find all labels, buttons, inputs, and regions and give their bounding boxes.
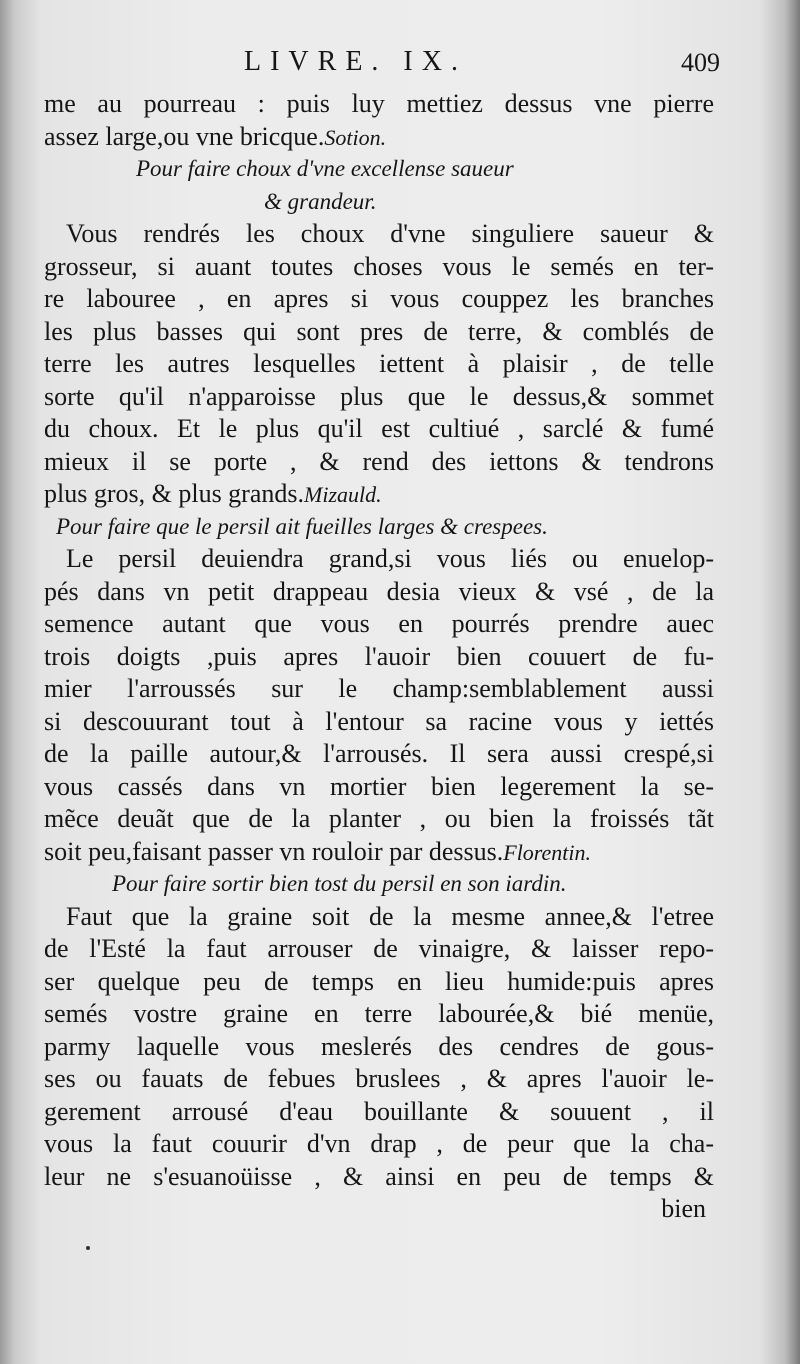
section-heading: Pour faire choux d'vne excellense saueur — [136, 156, 514, 181]
page-number: 409 — [681, 48, 720, 77]
text-line — [44, 543, 714, 576]
line-text: grosseur, si auant toutes choses vous le semés en ter- — [44, 251, 714, 281]
text-line — [44, 121, 714, 154]
text-line — [44, 413, 714, 446]
text-line — [44, 771, 714, 804]
line-text: Le persil deuiendra grand,si vous liés ou enuelop- — [66, 544, 714, 573]
line-text: ser quelque peu de temps en lieu humide:puis apres — [44, 966, 714, 996]
text-line — [44, 576, 714, 609]
line-text: soit peu,faisant passer vn rouloir par dessus. — [44, 836, 504, 866]
text-line — [44, 1128, 714, 1161]
line-text: semés vostre graine en terre labourée,& bié menüe, — [44, 999, 714, 1028]
text-line — [44, 381, 714, 414]
text-line — [44, 283, 714, 316]
text-line — [44, 836, 714, 869]
page-content — [44, 40, 720, 1225]
text-line — [44, 478, 714, 511]
section-heading: Pour faire que le persil ait fueilles larges & crespees. — [56, 513, 548, 539]
line-text: vous la faut couurir d'vn drap , de peur que la cha- — [44, 1129, 714, 1158]
line-text: si descouurant tout à l'entour sa racine vous y iettés — [44, 706, 714, 736]
text-line — [44, 88, 714, 121]
text-line — [44, 706, 714, 739]
text-line — [44, 966, 714, 999]
line-text: vous cassés dans vn mortier bien legerement la se- — [44, 771, 714, 801]
text-line — [44, 218, 714, 251]
ink-speck — [86, 1246, 90, 1250]
catchword: bien — [661, 1194, 706, 1223]
line-text: du choux. Et le plus qu'il est cultiué , sarclé & fumé — [44, 414, 714, 443]
running-head — [44, 40, 720, 88]
line-text: de l'Esté la faut arrouser de vinaigre, & laisser repo- — [44, 934, 714, 963]
text-line — [44, 608, 714, 641]
line-text: mieux il se porte , & rend des iettons & tendrons — [44, 446, 714, 476]
text-line — [44, 1096, 714, 1129]
text-line — [44, 933, 714, 966]
line-text: mẽce deuãt que de la planter , ou bien la froissés tãt — [44, 804, 714, 833]
author-citation: Mizauld. — [304, 482, 382, 507]
author-citation: Florentin. — [503, 839, 592, 865]
line-text: les plus basses qui sont pres de terre, & comblés de — [44, 316, 714, 346]
line-text: terre les autres lesquelles iettent à plaisir , de telle — [44, 349, 714, 378]
section-heading: Pour faire sortir bien tost du persil en son iardin. — [112, 871, 567, 896]
line-text: trois doigts ,puis apres l'auoir bien couuert de fu- — [44, 641, 714, 671]
text-line — [44, 446, 714, 479]
text-line — [44, 1063, 714, 1096]
line-text: Vous rendrés les choux d'vne singuliere saueur & — [66, 219, 714, 248]
line-text: parmy laquelle vous meslerés des cendres de gous- — [44, 1031, 714, 1061]
line-text: semence autant que vous en pourrés prendre auec — [44, 609, 714, 638]
line-text: sorte qu'il n'apparoisse plus que le dessus,& sommet — [44, 381, 714, 411]
line-text: pés dans vn petit drappeau desia vieux & vsé , de la — [44, 576, 714, 606]
text-line — [44, 1161, 714, 1194]
line-text: ses ou fauats de febues bruslees , & apres l'auoir le- — [44, 1064, 714, 1093]
text-line — [44, 673, 714, 706]
line-text: re labouree , en apres si vous couppez les branches — [44, 284, 714, 313]
section-heading: & grandeur. — [264, 188, 377, 214]
text-line — [44, 1031, 714, 1064]
text-line — [44, 901, 714, 934]
running-title: LIVRE. IX. — [244, 46, 467, 77]
line-text: Faut que la graine soit de la mesme annee,& l'etree — [66, 901, 714, 931]
line-text: gerement arrousé d'eau bouillante & souuent , il — [44, 1096, 714, 1126]
author-citation: Sotion. — [324, 124, 387, 150]
line-text: me au pourreau : puis luy mettiez dessus vne pierre — [44, 89, 714, 118]
line-text: de la paille autour,& l'arrousés. Il sera aussi crespé,si — [44, 739, 714, 768]
line-text: leur ne s'esuanoüisse , & ainsi en peu de temps & — [44, 1161, 714, 1191]
text-line — [44, 998, 714, 1031]
text-line — [44, 738, 714, 771]
line-text: plus gros, & plus grands. — [44, 479, 304, 508]
text-line — [44, 641, 714, 674]
line-text: mier l'arroussés sur le champ:semblablement aussi — [44, 674, 714, 703]
text-line — [44, 348, 714, 381]
line-text: assez large,ou vne bricque. — [44, 121, 325, 151]
text-body — [44, 88, 714, 1193]
text-line — [44, 316, 714, 349]
text-line — [44, 803, 714, 836]
text-line — [44, 251, 714, 284]
